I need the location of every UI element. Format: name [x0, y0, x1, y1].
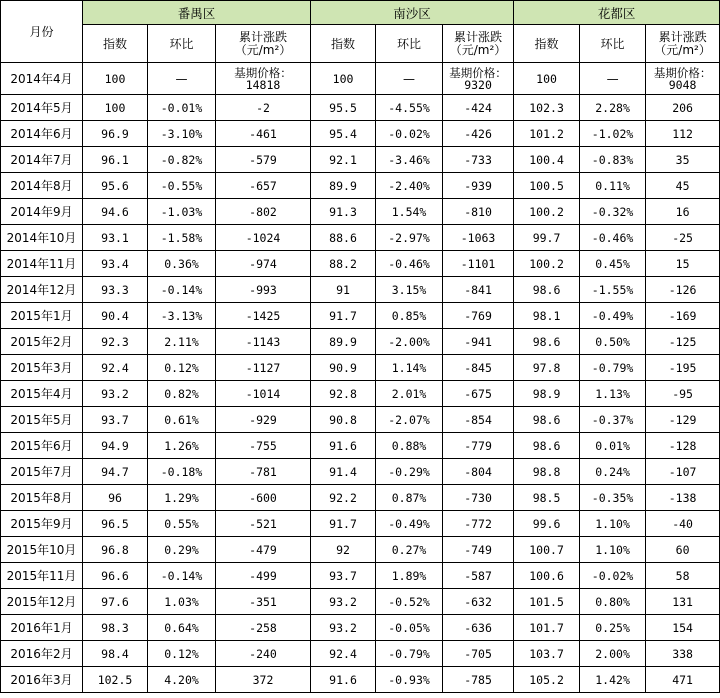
- panyu-cumulative-cell: -929: [216, 407, 311, 433]
- cumulative-header-unit: （元/m²）: [449, 42, 507, 57]
- huadu-mom-cell: -0.37%: [580, 407, 646, 433]
- huadu-index-cell: 98.6: [514, 433, 580, 459]
- panyu-index-cell: 96.5: [83, 511, 148, 537]
- month-cell: 2014年9月: [1, 199, 83, 225]
- nansha-cumulative-cell: -1063: [443, 225, 514, 251]
- table-row: [1, 95, 720, 121]
- huadu-index-cell: 105.2: [514, 667, 580, 693]
- huadu-index-cell: 103.7: [514, 641, 580, 667]
- nansha-mom-cell: -2.07%: [376, 407, 443, 433]
- table-row: [1, 563, 720, 589]
- nansha-cumulative-cell: -705: [443, 641, 514, 667]
- huadu-cumulative-cell: 15: [646, 251, 720, 277]
- nansha-index-cell: 91.3: [311, 199, 376, 225]
- panyu-mom-cell: 1.29%: [148, 485, 216, 511]
- table-row: [1, 641, 720, 667]
- month-cell: 2014年5月: [1, 95, 83, 121]
- base-price-cell: [646, 63, 720, 95]
- table-row: [1, 329, 720, 355]
- huadu-cumulative-cell: 58: [646, 563, 720, 589]
- panyu-index-cell: 93.3: [83, 277, 148, 303]
- huadu-cumulative-cell: -138: [646, 485, 720, 511]
- huadu-index-cell: 98.6: [514, 277, 580, 303]
- huadu-mom-cell: 0.25%: [580, 615, 646, 641]
- panyu-index-cell: 94.7: [83, 459, 148, 485]
- table-row: [1, 173, 720, 199]
- nansha-cumulative-cell: -587: [443, 563, 514, 589]
- month-cell: 2014年7月: [1, 147, 83, 173]
- panyu-mom-cell: 1.03%: [148, 589, 216, 615]
- table-row: [1, 277, 720, 303]
- nansha-index-cell: 89.9: [311, 329, 376, 355]
- nansha-mom-cell: -0.79%: [376, 641, 443, 667]
- huadu-index-cell: 100.2: [514, 199, 580, 225]
- nansha-cumulative-cell: -636: [443, 615, 514, 641]
- nansha-index-cell: 91: [311, 277, 376, 303]
- month-cell: 2014年12月: [1, 277, 83, 303]
- huadu-cumulative-cell: 60: [646, 537, 720, 563]
- huadu-mom-cell: 1.10%: [580, 537, 646, 563]
- panyu-index-cell: 95.6: [83, 173, 148, 199]
- table-row: [1, 121, 720, 147]
- base-price-value: 9048: [668, 77, 697, 92]
- table-row: [1, 303, 720, 329]
- huadu-cumulative-cell: -126: [646, 277, 720, 303]
- month-cell: 2016年1月: [1, 615, 83, 641]
- nansha-mom-cell: 0.87%: [376, 485, 443, 511]
- panyu-cumulative-cell: -240: [216, 641, 311, 667]
- huadu-index-cell: 102.3: [514, 95, 580, 121]
- nansha-cumulative-cell: -769: [443, 303, 514, 329]
- mom-cell: —: [580, 63, 646, 95]
- huadu-mom-cell: -0.46%: [580, 225, 646, 251]
- panyu-cumulative-cell: -657: [216, 173, 311, 199]
- district-header-panyu: 番禺区: [83, 1, 311, 25]
- month-cell: 2015年3月: [1, 355, 83, 381]
- huadu-cumulative-cell: -128: [646, 433, 720, 459]
- panyu-cumulative-cell: -579: [216, 147, 311, 173]
- panyu-mom-cell: 0.55%: [148, 511, 216, 537]
- panyu-mom-cell: -0.55%: [148, 173, 216, 199]
- month-cell: 2014年8月: [1, 173, 83, 199]
- huadu-index-cell: 98.5: [514, 485, 580, 511]
- nansha-cumulative-cell: -426: [443, 121, 514, 147]
- nansha-cumulative-cell: -675: [443, 381, 514, 407]
- huadu-cumulative-cell: 45: [646, 173, 720, 199]
- nansha-mom-cell: -0.52%: [376, 589, 443, 615]
- huadu-mom-cell: 0.45%: [580, 251, 646, 277]
- nansha-mom-cell: -0.49%: [376, 511, 443, 537]
- panyu-cumulative-cell: -258: [216, 615, 311, 641]
- huadu-mom-cell: -0.02%: [580, 563, 646, 589]
- panyu-index-cell: 93.7: [83, 407, 148, 433]
- month-header: 月份: [1, 1, 83, 63]
- panyu-cumulative-cell: -781: [216, 459, 311, 485]
- huadu-cumulative-cell: 338: [646, 641, 720, 667]
- huadu-mom-cell: 0.50%: [580, 329, 646, 355]
- huadu-index-cell: 99.7: [514, 225, 580, 251]
- huadu-mom-cell: -0.35%: [580, 485, 646, 511]
- huadu-index-cell: 101.5: [514, 589, 580, 615]
- panyu-cumulative-cell: -802: [216, 199, 311, 225]
- month-cell: 2015年12月: [1, 589, 83, 615]
- nansha-cumulative-cell: -749: [443, 537, 514, 563]
- panyu-mom-cell: 4.20%: [148, 667, 216, 693]
- huadu-index-cell: 98.6: [514, 407, 580, 433]
- huadu-mom-cell: -0.49%: [580, 303, 646, 329]
- month-cell: 2015年6月: [1, 433, 83, 459]
- huadu-mom-cell: 1.13%: [580, 381, 646, 407]
- nansha-cumulative-cell: -424: [443, 95, 514, 121]
- huadu-mom-cell: -0.79%: [580, 355, 646, 381]
- month-cell: 2016年2月: [1, 641, 83, 667]
- nansha-cumulative-cell: -632: [443, 589, 514, 615]
- huadu-cumulative-cell: 206: [646, 95, 720, 121]
- month-cell: 2015年11月: [1, 563, 83, 589]
- nansha-index-cell: 89.9: [311, 173, 376, 199]
- month-cell: 2015年5月: [1, 407, 83, 433]
- panyu-index-cell: 96.6: [83, 563, 148, 589]
- month-cell: 2015年1月: [1, 303, 83, 329]
- base-price-cell: [443, 63, 514, 95]
- panyu-cumulative-cell: -351: [216, 589, 311, 615]
- month-cell: 2015年10月: [1, 537, 83, 563]
- nansha-index-cell: 93.2: [311, 589, 376, 615]
- base-price-label: 基期价格：: [653, 65, 712, 80]
- panyu-index-cell: 100: [83, 95, 148, 121]
- base-price-cell: [216, 63, 311, 95]
- nansha-index-cell: 92.2: [311, 485, 376, 511]
- nansha-index-cell: 92.1: [311, 147, 376, 173]
- panyu-mom-cell: 0.29%: [148, 537, 216, 563]
- cumulative-header-line1: 累计涨跌: [454, 29, 503, 44]
- nansha-index-cell: 90.8: [311, 407, 376, 433]
- panyu-cumulative-cell: -1127: [216, 355, 311, 381]
- panyu-index-cell: 94.9: [83, 433, 148, 459]
- huadu-mom-cell: 0.01%: [580, 433, 646, 459]
- cumulative-header: [443, 25, 514, 63]
- panyu-mom-cell: -0.14%: [148, 277, 216, 303]
- huadu-mom-cell: 0.24%: [580, 459, 646, 485]
- month-cell: 2014年4月: [1, 63, 83, 95]
- month-cell: 2014年10月: [1, 225, 83, 251]
- panyu-index-cell: 92.3: [83, 329, 148, 355]
- nansha-cumulative-cell: -730: [443, 485, 514, 511]
- panyu-mom-cell: 0.61%: [148, 407, 216, 433]
- huadu-mom-cell: -1.55%: [580, 277, 646, 303]
- nansha-mom-cell: 0.85%: [376, 303, 443, 329]
- base-period-row: [1, 63, 720, 95]
- huadu-cumulative-cell: 35: [646, 147, 720, 173]
- huadu-mom-cell: 1.42%: [580, 667, 646, 693]
- panyu-mom-cell: -0.82%: [148, 147, 216, 173]
- index-cell: 100: [311, 63, 376, 95]
- panyu-cumulative-cell: -2: [216, 95, 311, 121]
- table-row: [1, 459, 720, 485]
- huadu-cumulative-cell: -40: [646, 511, 720, 537]
- table-row: [1, 199, 720, 225]
- nansha-cumulative-cell: -733: [443, 147, 514, 173]
- base-price-value: 9320: [464, 77, 492, 92]
- panyu-cumulative-cell: 372: [216, 667, 311, 693]
- index-cell: 100: [83, 63, 148, 95]
- month-cell: 2015年4月: [1, 381, 83, 407]
- nansha-index-cell: 91.6: [311, 667, 376, 693]
- table-row: [1, 667, 720, 693]
- huadu-mom-cell: 0.80%: [580, 589, 646, 615]
- nansha-index-cell: 91.7: [311, 511, 376, 537]
- huadu-index-cell: 100.7: [514, 537, 580, 563]
- panyu-cumulative-cell: -1024: [216, 225, 311, 251]
- panyu-cumulative-cell: -479: [216, 537, 311, 563]
- nansha-cumulative-cell: -845: [443, 355, 514, 381]
- table-row: [1, 225, 720, 251]
- base-price-label: 基期价格：: [234, 65, 292, 80]
- panyu-index-cell: 93.4: [83, 251, 148, 277]
- panyu-cumulative-cell: -755: [216, 433, 311, 459]
- nansha-mom-cell: 1.89%: [376, 563, 443, 589]
- huadu-index-cell: 98.6: [514, 329, 580, 355]
- panyu-mom-cell: -3.10%: [148, 121, 216, 147]
- huadu-index-cell: 101.2: [514, 121, 580, 147]
- mom-header: 环比: [148, 25, 216, 63]
- index-cell: 100: [514, 63, 580, 95]
- panyu-mom-cell: -0.18%: [148, 459, 216, 485]
- panyu-mom-cell: 0.64%: [148, 615, 216, 641]
- nansha-index-cell: 95.5: [311, 95, 376, 121]
- nansha-index-cell: 91.7: [311, 303, 376, 329]
- panyu-index-cell: 96: [83, 485, 148, 511]
- huadu-index-cell: 98.8: [514, 459, 580, 485]
- huadu-index-cell: 97.8: [514, 355, 580, 381]
- huadu-index-cell: 100.5: [514, 173, 580, 199]
- huadu-index-cell: 98.9: [514, 381, 580, 407]
- panyu-index-cell: 96.8: [83, 537, 148, 563]
- nansha-cumulative-cell: -939: [443, 173, 514, 199]
- base-price-value: 14818: [245, 77, 281, 92]
- huadu-cumulative-cell: -195: [646, 355, 720, 381]
- nansha-mom-cell: -0.05%: [376, 615, 443, 641]
- month-cell: 2015年8月: [1, 485, 83, 511]
- cumulative-header-unit: （元/m²）: [654, 42, 711, 57]
- mom-header: 环比: [376, 25, 443, 63]
- mom-cell: —: [148, 63, 216, 95]
- panyu-cumulative-cell: -1014: [216, 381, 311, 407]
- district-header-huadu: 花都区: [514, 1, 720, 25]
- index-header: 指数: [514, 25, 580, 63]
- panyu-index-cell: 93.2: [83, 381, 148, 407]
- huadu-index-cell: 101.7: [514, 615, 580, 641]
- panyu-mom-cell: -3.13%: [148, 303, 216, 329]
- huadu-mom-cell: 2.00%: [580, 641, 646, 667]
- panyu-index-cell: 90.4: [83, 303, 148, 329]
- panyu-cumulative-cell: -600: [216, 485, 311, 511]
- panyu-cumulative-cell: -993: [216, 277, 311, 303]
- nansha-index-cell: 92.8: [311, 381, 376, 407]
- cumulative-header: [646, 25, 720, 63]
- nansha-index-cell: 88.2: [311, 251, 376, 277]
- table-row: [1, 537, 720, 563]
- huadu-cumulative-cell: 16: [646, 199, 720, 225]
- cumulative-header-unit: （元/m²）: [234, 42, 292, 57]
- table-row: [1, 433, 720, 459]
- panyu-cumulative-cell: -461: [216, 121, 311, 147]
- panyu-mom-cell: 1.26%: [148, 433, 216, 459]
- nansha-mom-cell: 0.88%: [376, 433, 443, 459]
- month-cell: 2016年3月: [1, 667, 83, 693]
- table-row: [1, 485, 720, 511]
- nansha-index-cell: 91.6: [311, 433, 376, 459]
- month-cell: 2014年11月: [1, 251, 83, 277]
- huadu-index-cell: 100.6: [514, 563, 580, 589]
- huadu-mom-cell: 0.11%: [580, 173, 646, 199]
- panyu-mom-cell: -1.03%: [148, 199, 216, 225]
- nansha-cumulative-cell: -1101: [443, 251, 514, 277]
- panyu-mom-cell: -0.14%: [148, 563, 216, 589]
- nansha-mom-cell: -0.46%: [376, 251, 443, 277]
- cumulative-header-line1: 累计涨跌: [658, 29, 707, 44]
- panyu-mom-cell: -1.58%: [148, 225, 216, 251]
- panyu-index-cell: 98.3: [83, 615, 148, 641]
- nansha-cumulative-cell: -772: [443, 511, 514, 537]
- table-row: [1, 511, 720, 537]
- panyu-cumulative-cell: -1143: [216, 329, 311, 355]
- month-cell: 2015年2月: [1, 329, 83, 355]
- nansha-mom-cell: -0.29%: [376, 459, 443, 485]
- huadu-index-cell: 98.1: [514, 303, 580, 329]
- panyu-mom-cell: 2.11%: [148, 329, 216, 355]
- huadu-mom-cell: -1.02%: [580, 121, 646, 147]
- index-header: 指数: [83, 25, 148, 63]
- table-row: [1, 381, 720, 407]
- nansha-cumulative-cell: -854: [443, 407, 514, 433]
- panyu-index-cell: 98.4: [83, 641, 148, 667]
- huadu-cumulative-cell: -95: [646, 381, 720, 407]
- huadu-mom-cell: 1.10%: [580, 511, 646, 537]
- nansha-mom-cell: 1.14%: [376, 355, 443, 381]
- huadu-cumulative-cell: 112: [646, 121, 720, 147]
- panyu-cumulative-cell: -499: [216, 563, 311, 589]
- panyu-index-cell: 102.5: [83, 667, 148, 693]
- huadu-cumulative-cell: -169: [646, 303, 720, 329]
- nansha-index-cell: 92: [311, 537, 376, 563]
- panyu-index-cell: 96.9: [83, 121, 148, 147]
- cumulative-header: [216, 25, 311, 63]
- mom-cell: —: [376, 63, 443, 95]
- mom-header: 环比: [580, 25, 646, 63]
- nansha-cumulative-cell: -941: [443, 329, 514, 355]
- table-row: [1, 355, 720, 381]
- nansha-index-cell: 91.4: [311, 459, 376, 485]
- panyu-index-cell: 92.4: [83, 355, 148, 381]
- huadu-cumulative-cell: -125: [646, 329, 720, 355]
- panyu-index-cell: 97.6: [83, 589, 148, 615]
- nansha-cumulative-cell: -779: [443, 433, 514, 459]
- panyu-mom-cell: 0.12%: [148, 641, 216, 667]
- huadu-cumulative-cell: -129: [646, 407, 720, 433]
- huadu-mom-cell: -0.32%: [580, 199, 646, 225]
- panyu-cumulative-cell: -1425: [216, 303, 311, 329]
- nansha-mom-cell: -3.46%: [376, 147, 443, 173]
- panyu-cumulative-cell: -974: [216, 251, 311, 277]
- month-cell: 2015年9月: [1, 511, 83, 537]
- nansha-index-cell: 93.2: [311, 615, 376, 641]
- nansha-mom-cell: 0.27%: [376, 537, 443, 563]
- huadu-mom-cell: 2.28%: [580, 95, 646, 121]
- nansha-cumulative-cell: -810: [443, 199, 514, 225]
- panyu-index-cell: 94.6: [83, 199, 148, 225]
- nansha-cumulative-cell: -841: [443, 277, 514, 303]
- base-price-label: 基期价格：: [449, 65, 507, 80]
- nansha-mom-cell: -0.02%: [376, 121, 443, 147]
- nansha-mom-cell: -2.40%: [376, 173, 443, 199]
- panyu-index-cell: 96.1: [83, 147, 148, 173]
- nansha-mom-cell: 1.54%: [376, 199, 443, 225]
- huadu-cumulative-cell: -25: [646, 225, 720, 251]
- table-row: [1, 615, 720, 641]
- nansha-mom-cell: -4.55%: [376, 95, 443, 121]
- huadu-index-cell: 100.2: [514, 251, 580, 277]
- huadu-index-cell: 100.4: [514, 147, 580, 173]
- nansha-index-cell: 88.6: [311, 225, 376, 251]
- huadu-cumulative-cell: 131: [646, 589, 720, 615]
- nansha-cumulative-cell: -785: [443, 667, 514, 693]
- huadu-cumulative-cell: 471: [646, 667, 720, 693]
- nansha-index-cell: 93.7: [311, 563, 376, 589]
- nansha-mom-cell: -2.00%: [376, 329, 443, 355]
- nansha-index-cell: 95.4: [311, 121, 376, 147]
- nansha-mom-cell: -2.97%: [376, 225, 443, 251]
- index-header: 指数: [311, 25, 376, 63]
- nansha-index-cell: 90.9: [311, 355, 376, 381]
- panyu-mom-cell: 0.82%: [148, 381, 216, 407]
- panyu-mom-cell: -0.01%: [148, 95, 216, 121]
- table-row: [1, 251, 720, 277]
- nansha-mom-cell: 2.01%: [376, 381, 443, 407]
- huadu-mom-cell: -0.83%: [580, 147, 646, 173]
- cumulative-header-line1: 累计涨跌: [239, 29, 288, 44]
- month-cell: 2015年7月: [1, 459, 83, 485]
- panyu-index-cell: 93.1: [83, 225, 148, 251]
- huadu-cumulative-cell: 154: [646, 615, 720, 641]
- panyu-mom-cell: 0.36%: [148, 251, 216, 277]
- panyu-mom-cell: 0.12%: [148, 355, 216, 381]
- nansha-mom-cell: 3.15%: [376, 277, 443, 303]
- month-cell: 2014年6月: [1, 121, 83, 147]
- nansha-mom-cell: -0.93%: [376, 667, 443, 693]
- nansha-index-cell: 92.4: [311, 641, 376, 667]
- panyu-cumulative-cell: -521: [216, 511, 311, 537]
- table-row: [1, 589, 720, 615]
- table-row: [1, 147, 720, 173]
- district-header-nansha: 南沙区: [311, 1, 514, 25]
- huadu-index-cell: 99.6: [514, 511, 580, 537]
- nansha-cumulative-cell: -804: [443, 459, 514, 485]
- huadu-cumulative-cell: -107: [646, 459, 720, 485]
- table-row: [1, 407, 720, 433]
